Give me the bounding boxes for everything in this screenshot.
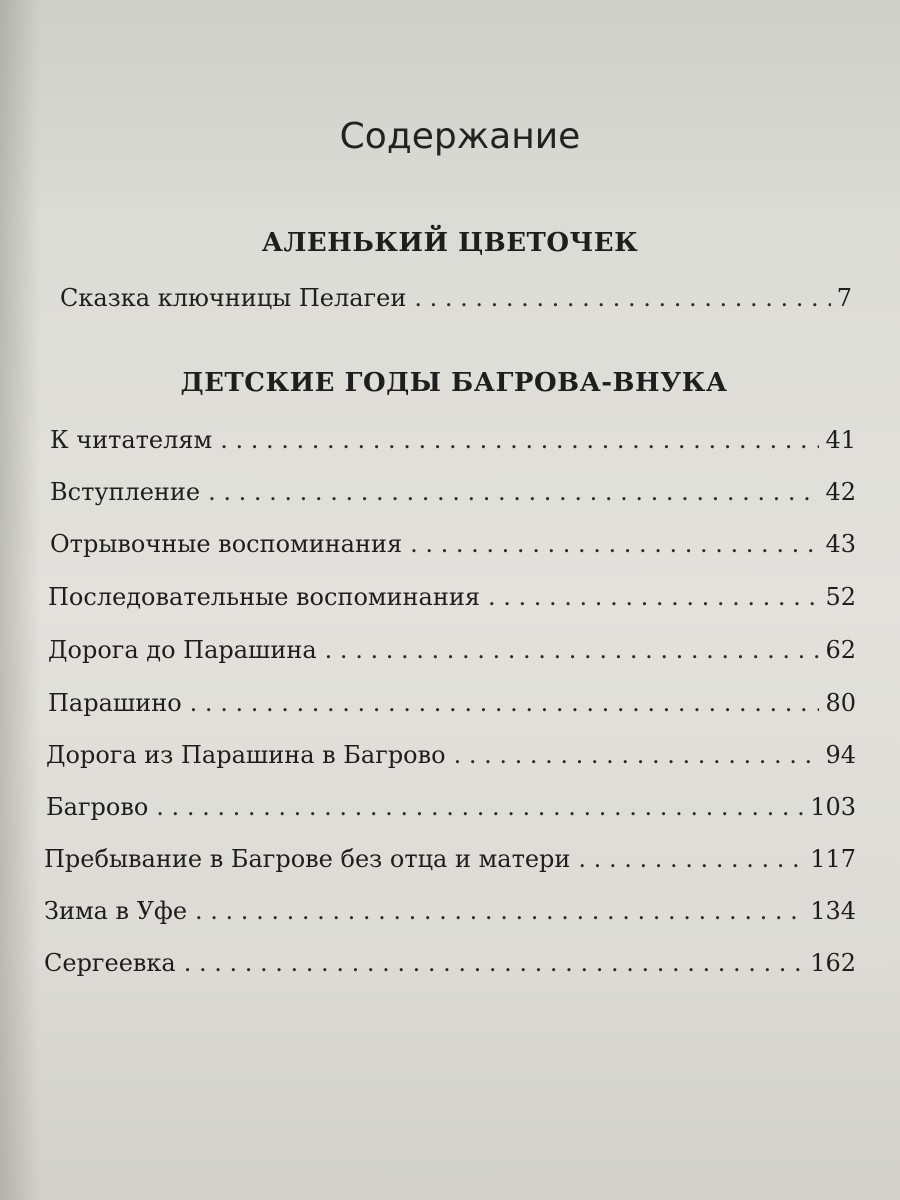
toc-entry-label: Пребывание в Багрове без отца и матери: [44, 845, 571, 873]
toc-entry-page: 62: [825, 636, 856, 664]
dot-leader: [454, 741, 820, 769]
toc-entry-label: Дорога из Парашина в Багрово: [46, 741, 446, 769]
toc-entry: [44, 845, 856, 873]
toc-entry: [48, 636, 856, 664]
toc-entry-page: 42: [825, 478, 856, 506]
dot-leader: [184, 949, 804, 977]
dot-leader: [190, 689, 820, 717]
toc-entry: [46, 793, 856, 821]
toc-entry-label: Зима в Уфе: [44, 897, 188, 925]
dot-leader: [220, 426, 819, 454]
toc-entry: [48, 583, 856, 611]
toc-entry: [44, 897, 856, 925]
dot-leader: [325, 636, 820, 664]
toc-entry-page: 52: [825, 583, 856, 611]
section-heading-alenkiy: АЛЕНЬКИЙ ЦВЕТОЧЕК: [261, 228, 639, 258]
dot-leader: [195, 897, 804, 925]
toc-entry-label: Отрывочные воспоминания: [50, 530, 403, 558]
toc-entry-label: Сергеевка: [44, 949, 176, 977]
section-heading-bagrov: ДЕТСКИЕ ГОДЫ БАГРОВА-ВНУКА: [180, 368, 728, 398]
toc-entry-page: 162: [810, 949, 856, 977]
page-shadow: [0, 0, 40, 1200]
toc-entry-page: 134: [810, 897, 856, 925]
dot-leader: [414, 284, 830, 312]
toc-entry: [50, 426, 856, 454]
toc-entry: [60, 284, 852, 312]
toc-entry-label: Последовательные воспоминания: [48, 583, 480, 611]
toc-entry-page: 80: [825, 689, 856, 717]
toc-entry-label: Вступление: [50, 478, 201, 506]
dot-leader: [156, 793, 804, 821]
toc-entry-label: К читателям: [50, 426, 213, 454]
toc-entry-page: 103: [810, 793, 856, 821]
toc-entry-page: 7: [836, 284, 852, 312]
toc-entry-page: 94: [825, 741, 856, 769]
page-title: Содержание: [339, 116, 581, 157]
dot-leader: [488, 583, 819, 611]
dot-leader: [208, 478, 819, 506]
toc-entry-page: 41: [825, 426, 856, 454]
toc-entry: [44, 949, 856, 977]
toc-entry: [48, 689, 856, 717]
toc-entry: [50, 478, 856, 506]
toc-entry: [46, 741, 856, 769]
toc-entry-label: Сказка ключницы Пелагеи: [60, 284, 407, 312]
toc-entry-label: Дорога до Парашина: [48, 636, 317, 664]
toc-entry-page: 117: [810, 845, 856, 873]
dot-leader: [578, 845, 804, 873]
toc-entry-page: 43: [825, 530, 856, 558]
toc-entry: [50, 530, 856, 558]
dot-leader: [410, 530, 819, 558]
toc-entry-label: Багрово: [46, 793, 149, 821]
toc-entry-label: Парашино: [48, 689, 182, 717]
